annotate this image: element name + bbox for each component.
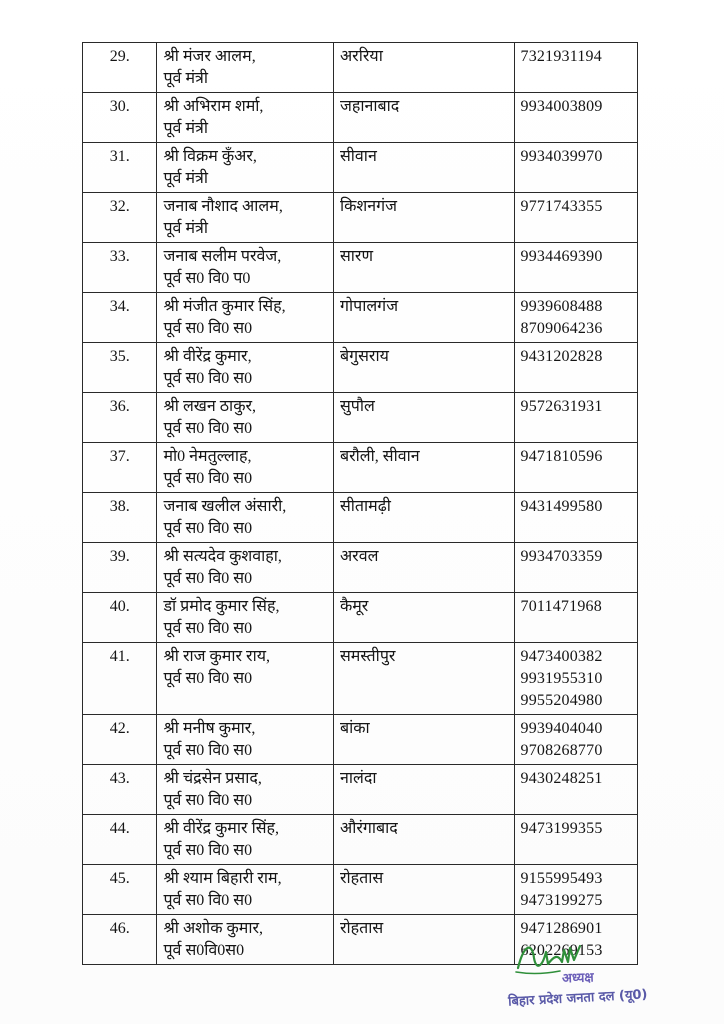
phone-cell	[514, 493, 637, 543]
serial-cell	[83, 393, 157, 443]
name-cell	[157, 143, 333, 193]
district-cell	[333, 343, 514, 393]
person-designation: पूर्व स0 वि0 स0	[163, 892, 253, 909]
table-row	[83, 493, 638, 543]
district-cell	[333, 393, 514, 443]
person-designation: पूर्व स0 वि0 स0	[163, 792, 253, 809]
serial-number: 39.	[109, 548, 130, 565]
phone-number: 7011471968	[520, 598, 602, 615]
name-cell	[157, 243, 333, 293]
district-cell	[333, 43, 514, 93]
person-name: श्री सत्यदेव कुशवाहा,	[163, 548, 282, 565]
district-cell	[333, 493, 514, 543]
person-name: डॉ प्रमोद कुमार सिंह,	[163, 598, 280, 615]
person-designation: पूर्व स0 वि0 स0	[163, 520, 253, 537]
district-cell	[333, 243, 514, 293]
signatory-office: बिहार प्रदेश जनता दल (यू0)	[507, 987, 648, 1010]
table-row	[83, 765, 638, 815]
serial-cell	[83, 765, 157, 815]
serial-cell	[83, 593, 157, 643]
district-cell	[333, 443, 514, 493]
name-cell	[157, 443, 333, 493]
phone-number: 9955204980	[520, 692, 603, 709]
serial-number: 38.	[109, 498, 130, 515]
leaders-contact-table	[82, 42, 638, 965]
name-cell	[157, 493, 333, 543]
name-cell	[157, 765, 333, 815]
person-designation: पूर्व स0 वि0 स0	[163, 620, 253, 637]
person-name: श्री राज कुमार राय,	[163, 648, 271, 665]
phone-number: 9473199275	[520, 892, 603, 909]
person-name: श्री मंजीत कुमार सिंह,	[163, 298, 286, 315]
phone-cell	[514, 193, 637, 243]
serial-cell	[83, 143, 157, 193]
serial-cell	[83, 43, 157, 93]
name-cell	[157, 715, 333, 765]
phone-number: 6202269153	[520, 942, 603, 959]
serial-number: 29.	[109, 48, 130, 65]
serial-number: 33.	[109, 248, 130, 265]
person-designation: पूर्व स0 वि0 स0	[163, 470, 253, 487]
phone-cell	[514, 543, 637, 593]
district-name: कैमूर	[339, 598, 369, 615]
district-cell	[333, 865, 514, 915]
district-cell	[333, 765, 514, 815]
district-name: सुपौल	[339, 398, 375, 415]
person-name: मो0 नेमतुल्लाह,	[163, 448, 252, 465]
person-name: श्री अशोक कुमार,	[163, 920, 264, 937]
name-cell	[157, 193, 333, 243]
district-cell	[333, 643, 514, 715]
name-cell	[157, 93, 333, 143]
serial-number: 40.	[109, 598, 130, 615]
phone-number: 9934703359	[520, 548, 603, 565]
district-name: बांका	[339, 720, 370, 737]
name-cell	[157, 593, 333, 643]
serial-cell	[83, 815, 157, 865]
district-cell	[333, 93, 514, 143]
name-cell	[157, 543, 333, 593]
serial-cell	[83, 443, 157, 493]
serial-cell	[83, 493, 157, 543]
serial-cell	[83, 193, 157, 243]
person-designation: पूर्व स0 वि0 स0	[163, 420, 253, 437]
phone-cell	[514, 293, 637, 343]
name-cell	[157, 43, 333, 93]
district-name: समस्तीपुर	[339, 648, 396, 665]
table-row	[83, 43, 638, 93]
person-designation: पूर्व मंत्री	[163, 220, 208, 237]
phone-number: 9939608488	[520, 298, 603, 315]
district-name: अररिया	[339, 48, 383, 65]
signature-block	[500, 938, 690, 1018]
district-cell	[333, 543, 514, 593]
serial-number: 45.	[109, 870, 130, 887]
phone-number: 9934003809	[520, 98, 603, 115]
district-cell	[333, 593, 514, 643]
phone-cell	[514, 715, 637, 765]
phone-cell	[514, 343, 637, 393]
person-name: श्री विक्रम कुँअर,	[163, 148, 257, 165]
table-row	[83, 193, 638, 243]
serial-number: 31.	[109, 148, 130, 165]
district-cell	[333, 815, 514, 865]
phone-number: 9572631931	[520, 398, 603, 415]
district-name: किशनगंज	[339, 198, 398, 215]
table-row	[83, 593, 638, 643]
district-cell	[333, 193, 514, 243]
district-name: सीवान	[339, 148, 377, 165]
phone-number: 8709064236	[520, 320, 603, 337]
phone-cell	[514, 443, 637, 493]
serial-number: 46.	[109, 920, 130, 937]
serial-cell	[83, 543, 157, 593]
table-row	[83, 343, 638, 393]
phone-cell	[514, 143, 637, 193]
person-designation: पूर्व स0 वि0 स0	[163, 320, 253, 337]
person-designation: पूर्व मंत्री	[163, 70, 208, 87]
person-designation: पूर्व स0 वि0 स0	[163, 742, 253, 759]
table-row	[83, 715, 638, 765]
name-cell	[157, 393, 333, 443]
person-designation: पूर्व स0वि0स0	[163, 942, 245, 959]
table-row	[83, 643, 638, 715]
person-name: श्री लखन ठाकुर,	[163, 398, 257, 415]
phone-number: 9431499580	[520, 498, 603, 515]
phone-cell	[514, 43, 637, 93]
district-cell	[333, 715, 514, 765]
table-body	[83, 43, 638, 965]
serial-number: 32.	[109, 198, 130, 215]
serial-number: 36.	[109, 398, 130, 415]
table-row	[83, 815, 638, 865]
phone-cell	[514, 643, 637, 715]
phone-number: 9155995493	[520, 870, 603, 887]
district-name: रोहतास	[339, 870, 384, 887]
phone-cell	[514, 865, 637, 915]
person-name: जनाब खलील अंसारी,	[163, 498, 287, 515]
person-designation: पूर्व स0 वि0 स0	[163, 842, 253, 859]
table-row	[83, 143, 638, 193]
district-name: नालंदा	[339, 770, 377, 787]
serial-number: 35.	[109, 348, 130, 365]
person-designation: पूर्व स0 वि0 स0	[163, 370, 253, 387]
phone-cell	[514, 243, 637, 293]
phone-number: 9771743355	[520, 198, 603, 215]
table-row	[83, 393, 638, 443]
phone-number: 9431202828	[520, 348, 603, 365]
district-name: बेगुसराय	[339, 348, 389, 365]
person-name: श्री वीरेंद्र कुमार,	[163, 348, 252, 365]
district-cell	[333, 915, 514, 965]
district-name: सारण	[339, 248, 374, 265]
person-designation: पूर्व स0 वि0 स0	[163, 670, 253, 687]
name-cell	[157, 343, 333, 393]
district-name: गोपालगंज	[339, 298, 399, 315]
person-name: जनाब सलीम परवेज,	[163, 248, 282, 265]
serial-number: 43.	[109, 770, 130, 787]
phone-number: 9471286901	[520, 920, 603, 937]
phone-number: 9473400382	[520, 648, 603, 665]
district-name: बरौली, सीवान	[339, 448, 420, 465]
phone-number: 9939404040	[520, 720, 603, 737]
person-name: श्री मंजर आलम,	[163, 48, 256, 65]
table-row	[83, 443, 638, 493]
name-cell	[157, 865, 333, 915]
table-row	[83, 865, 638, 915]
district-name: औरंगाबाद	[339, 820, 398, 837]
name-cell	[157, 293, 333, 343]
serial-number: 34.	[109, 298, 130, 315]
serial-cell	[83, 243, 157, 293]
table-row	[83, 293, 638, 343]
table-row	[83, 243, 638, 293]
serial-cell	[83, 715, 157, 765]
phone-cell	[514, 93, 637, 143]
phone-cell	[514, 765, 637, 815]
district-name: सीतामढ़ी	[339, 498, 391, 515]
name-cell	[157, 643, 333, 715]
name-cell	[157, 815, 333, 865]
phone-number: 9471810596	[520, 448, 603, 465]
name-cell	[157, 915, 333, 965]
person-designation: पूर्व मंत्री	[163, 120, 208, 137]
serial-cell	[83, 293, 157, 343]
serial-number: 41.	[109, 648, 130, 665]
phone-number: 9430248251	[520, 770, 603, 787]
district-name: अरवल	[339, 548, 379, 565]
table-row	[83, 543, 638, 593]
person-name: श्री अभिराम शर्मा,	[163, 98, 264, 115]
district-cell	[333, 143, 514, 193]
phone-number: 9934469390	[520, 248, 603, 265]
phone-cell	[514, 815, 637, 865]
phone-number: 9931955310	[520, 670, 603, 687]
phone-cell	[514, 393, 637, 443]
phone-number: 9708268770	[520, 742, 603, 759]
phone-number: 9473199355	[520, 820, 603, 837]
signatory-title: अध्यक्ष	[561, 970, 594, 987]
phone-cell	[514, 593, 637, 643]
person-name: श्री श्याम बिहारी राम,	[163, 870, 282, 887]
serial-number: 44.	[109, 820, 130, 837]
person-name: जनाब नौशाद आलम,	[163, 198, 283, 215]
table-row	[83, 93, 638, 143]
serial-cell	[83, 643, 157, 715]
phone-number: 7321931194	[520, 48, 602, 65]
serial-cell	[83, 915, 157, 965]
person-name: श्री मनीष कुमार,	[163, 720, 256, 737]
serial-number: 37.	[109, 448, 130, 465]
person-designation: पूर्व मंत्री	[163, 170, 208, 187]
serial-cell	[83, 865, 157, 915]
serial-number: 30.	[109, 98, 130, 115]
person-name: श्री चंद्रसेन प्रसाद,	[163, 770, 262, 787]
serial-number: 42.	[109, 720, 130, 737]
district-name: रोहतास	[339, 920, 384, 937]
person-designation: पूर्व स0 वि0 स0	[163, 570, 253, 587]
person-designation: पूर्व स0 वि0 प0	[163, 270, 251, 287]
district-name: जहानाबाद	[339, 98, 400, 115]
serial-cell	[83, 93, 157, 143]
person-name: श्री वीरेंद्र कुमार सिंह,	[163, 820, 280, 837]
serial-cell	[83, 343, 157, 393]
district-cell	[333, 293, 514, 343]
phone-number: 9934039970	[520, 148, 603, 165]
